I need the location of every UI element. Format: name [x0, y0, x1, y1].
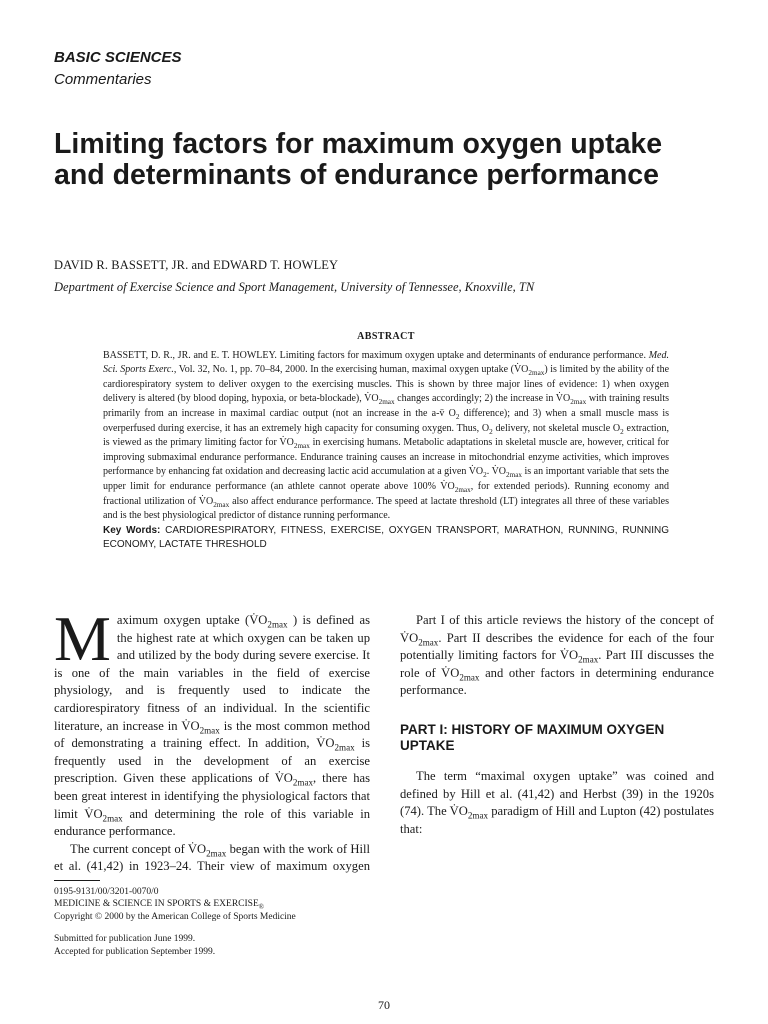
abstract-heading: ABSTRACT	[357, 331, 415, 342]
body-column-right	[400, 612, 714, 838]
page-number: 70	[378, 998, 390, 1012]
drop-cap: M	[54, 612, 111, 674]
abstract-citation-journal: Med. Sci. Sports Exerc.	[103, 349, 669, 376]
section-label: BASIC SCIENCES	[54, 49, 182, 66]
article-affiliation: Department of Exercise Science and Sport Management, University of Tennessee, Knoxville, TN	[54, 280, 535, 294]
footnote-accepted: Accepted for publication September 1999.	[54, 946, 216, 957]
abstract	[103, 330, 669, 553]
abstract-citation-authors: BASSETT, D. R., JR. and E. T. HOWLEY. Limiting factors for maximum oxygen uptake and determinants of endurance performance.	[103, 349, 646, 361]
abstract-body: BASSETT, D. R., JR. and E. T. HOWLEY. Limiting factors for maximum oxygen uptake and determinants of endurance performance. Med. Sci. Sports Exerc., Vol. 32, No. 1, pp. 70–84, 2000. In the exercising human, maximal oxygen uptake $(V̇O_{2max})$ is limited by the ability of the cardiorespiratory system to deliver oxygen to the exercising muscles. This is shown by three major lines of evidence: 1) when oxygen delivery is altered (by blood doping, hypoxia, or beta-blockade), $V̇O_{2max}$ changes accordingly; 2) the increase in $V̇O_{2max}$ with training results primarily from an increase in maximal cardiac output (not an increase in the a-v̄ $O_2$ difference); and 3) when a small muscle mass is overperfused during exercise, it has an extremely high capacity for consuming oxygen. Thus, $O_2$ delivery, not skeletal muscle $O_2$ extraction, is viewed as the primary limiting factor for $V̇O_{2max}$ in exercising humans. Metabolic adaptations in skeletal muscle are, however, critical for improving submaximal endurance performance. Endurance training causes an increase in mitochondrial enzyme activities, which improves performance by enhancing fat oxidation and decreasing lactic acid accumulation at a given $V̇O_2$. $V̇O_{2max}$ is an important variable that sets the upper limit for endurance performance (an athlete cannot operate above 100% $V̇O_{2max}$, for extended periods). Running economy and fractional utilization of $V̇O_{2max}$ also affect endurance performance. The speed at lactate threshold (LT) integrates all three of these variables and is the best physiological predictor of distance running performance. Key Words: CARDIORESPIRATORY, FITNESS, EXERCISE, OXYGEN TRANSPORT, MARATHON, RUNNING, RUNNING ECONOMY, LACTATE THRESHOLD	[103, 349, 670, 551]
body-paragraph-2: The current concept of $V̇O_{2max}$ began with the work of Hill et al. (41,42) in 1923–24. Their view of maximum oxygen	[54, 841, 370, 874]
section-heading-part1: PART I: HISTORY OF MAXIMUM OXYGEN UPTAKE	[400, 721, 665, 753]
section-subtitle: Commentaries	[54, 71, 152, 88]
keywords: CARDIORESPIRATORY, FITNESS, EXERCISE, OXYGEN TRANSPORT, MARATHON, RUNNING, RUNNING ECONOMY, LACTATE THRESHOLD	[103, 524, 669, 551]
article-title: Limiting factors for maximum oxygen uptake and determinants of endurance performance	[54, 128, 663, 191]
body-paragraph-3: Part I of this article reviews the history of the concept of $V̇O_{2max}$. Part II describes the evidence for each of the four potentially limiting factors for $V̇O_{2max}$. Part III discusses the role of $V̇O_{2max}$ and other factors in determining endurance performance.	[400, 613, 714, 698]
footnote-rule	[54, 880, 100, 881]
body-paragraph-4: The term “maximal oxygen uptake” was coined and defined by Hill et al. (41,42) and Herbst (39) in the 1920s (74). The $V̇O_{2max}$ paradigm of Hill and Lupton (42) postulates that:	[400, 768, 714, 836]
body-paragraph-1: Maximum oxygen uptake ($V̇O_{2max}$ ) is defined as the highest rate at which oxygen can be taken up and utilized by the body during severe exercise. It is one of the main variables in the field of exercise physiology, and is frequently used to indicate the cardiorespiratory fitness of an individual. In the scientific literature, an increase in $V̇O_{2max}$ is the most common method of demonstrating a training effect. In addition, $V̇O_{2max}$ is frequently used in the development of an exercise prescription. Given these applications of $V̇O_{2max}$, there has been great interest in identifying the physiological factors that limit $V̇O_{2max}$ and determining the role of this variable in endurance performance.	[54, 612, 370, 839]
footnote-submitted: Submitted for publication June 1999.	[54, 934, 196, 945]
footnote-copyright: Copyright © 2000 by the American College of Sports Medicine	[54, 911, 296, 922]
footnote-issn: 0195-9131/00/3201-0070/0	[54, 887, 159, 897]
footnote-journal: MEDICINE & SCIENCE IN SPORTS & $EXERCISE_®$	[54, 899, 264, 912]
keywords-label: Key Words:	[103, 524, 161, 536]
article-authors: DAVID R. BASSETT, JR. and EDWARD T. HOWLEY	[54, 258, 339, 272]
body-column-left	[54, 612, 370, 874]
footnote	[54, 886, 354, 958]
